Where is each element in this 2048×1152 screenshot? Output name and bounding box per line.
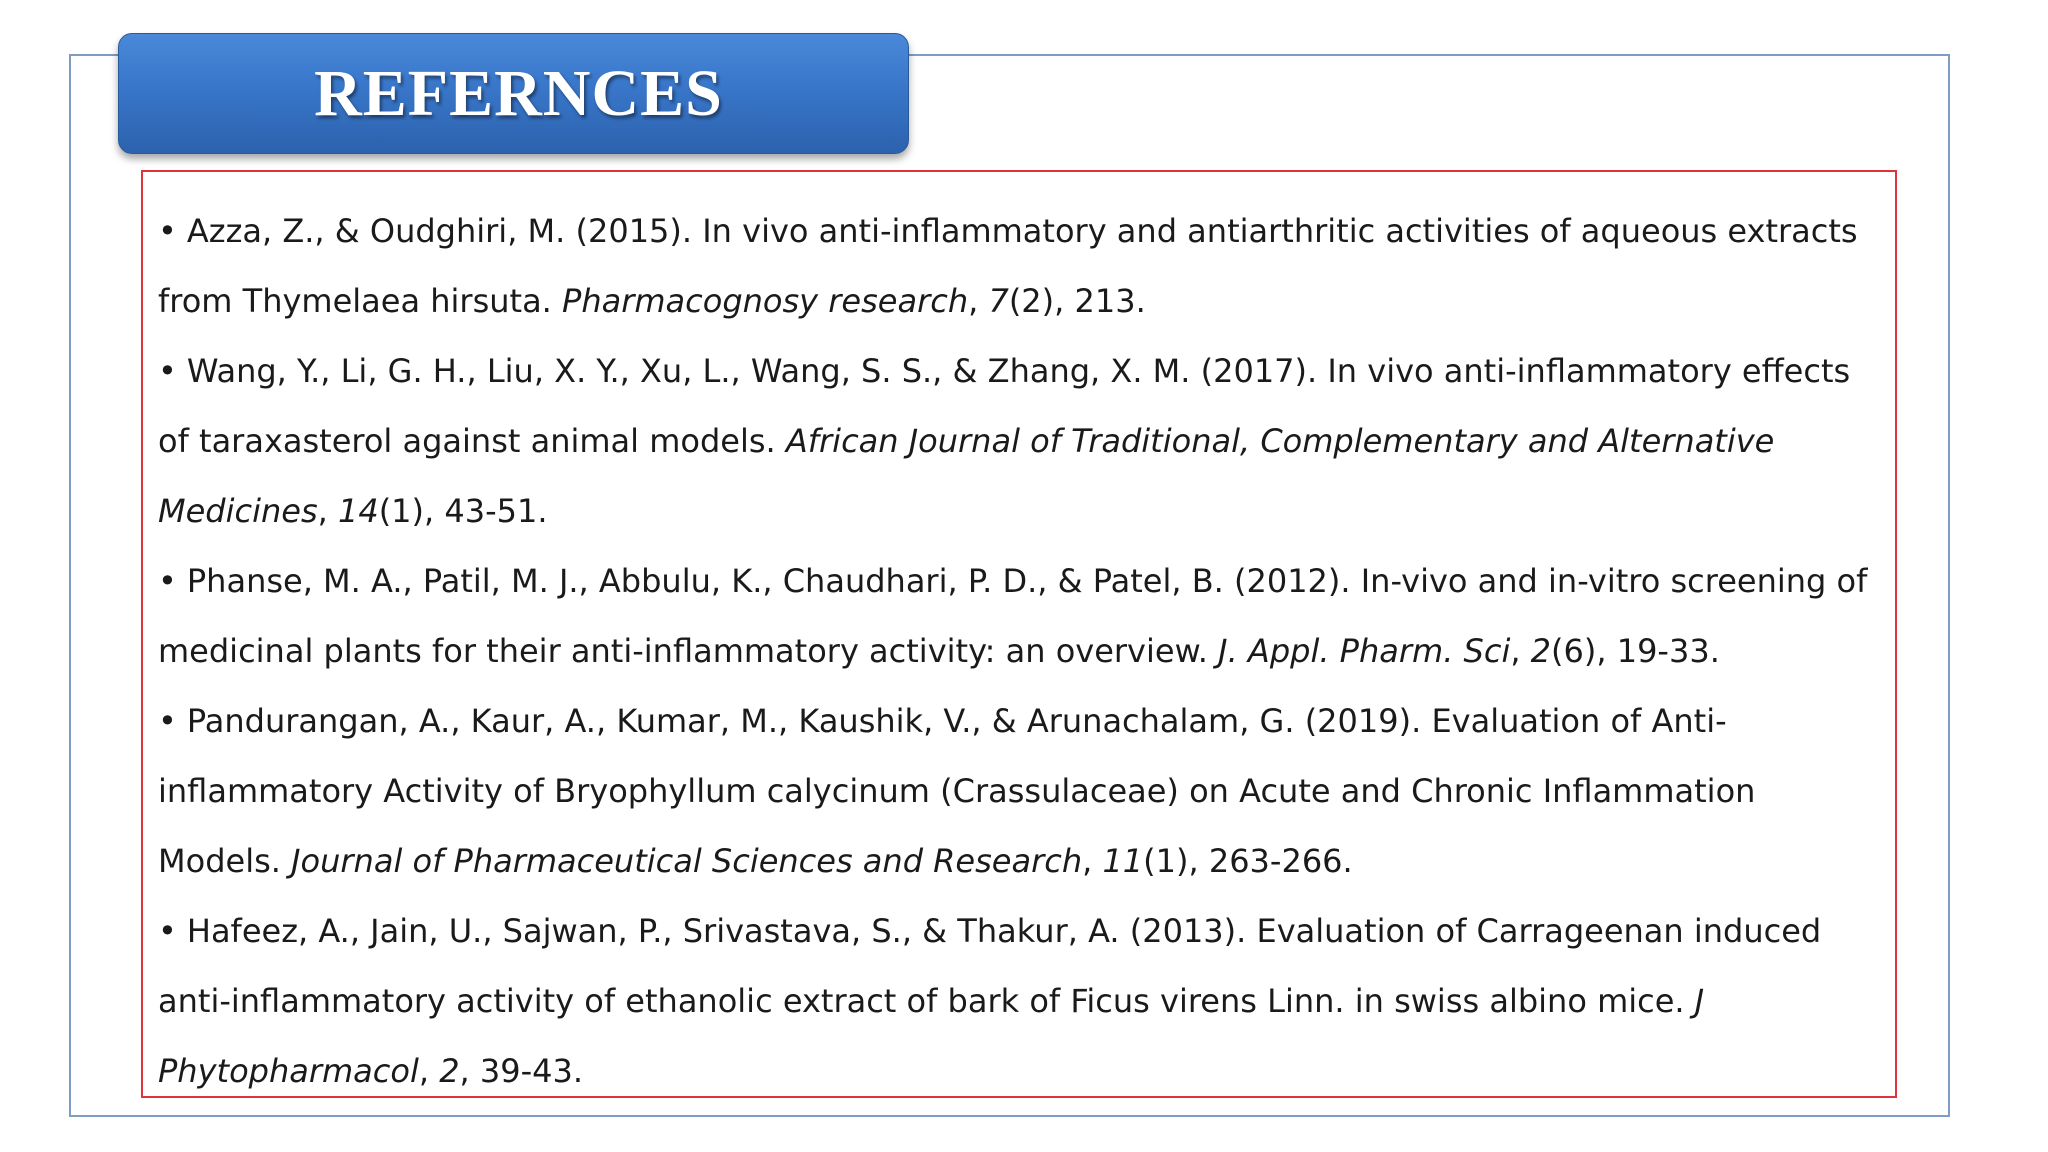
reference-text: Pandurangan, A., Kaur, A., Kumar, M., Kaushik, V., & Arunachalam, G. (2019). Evaluation of Anti-inflammatory Activity of Bryophyllum calycinum (Crassulaceae) on Acute and Chronic Inflammation Models. xyxy=(158,702,1756,880)
reference-volume: 7 xyxy=(988,282,1009,320)
reference-volume: 14 xyxy=(337,492,379,530)
reference-pages: (1), 43-51. xyxy=(378,492,548,530)
reference-item xyxy=(158,896,1885,1106)
reference-text: Wang, Y., Li, G. H., Liu, X. Y., Xu, L., Wang, S. S., & Zhang, X. M. (2017). In vivo anti-inflammatory effects of taraxasterol against animal models. xyxy=(158,352,1851,460)
reference-volume: 2 xyxy=(1530,632,1552,670)
reference-volume: 2 xyxy=(439,1052,460,1090)
reference-text: Hafeez, A., Jain, U., Sajwan, P., Srivastava, S., & Thakur, A. (2013). Evaluation of Carrageenan induced anti-inflammatory activity of ethanolic extract of bark of Ficus virens Linn. in swiss albino mice. xyxy=(158,912,1822,1020)
references-list xyxy=(158,196,1885,1106)
references-box xyxy=(141,170,1897,1098)
reference-pages: (6), 19-33. xyxy=(1551,632,1720,670)
bullet-icon: • xyxy=(158,212,177,250)
reference-journal: Pharmacognosy research xyxy=(562,282,969,320)
reference-separator: , xyxy=(968,282,989,320)
reference-separator: , xyxy=(418,1052,440,1090)
reference-journal: J. Appl. Pharm. Sci xyxy=(1218,632,1511,670)
reference-journal: Journal of Pharmaceutical Sciences and Research xyxy=(291,842,1083,880)
reference-volume: 11 xyxy=(1102,842,1144,880)
reference-journal: African Journal of Traditional, Complementary and Alternative Medicines xyxy=(158,422,1775,530)
reference-item xyxy=(158,546,1885,686)
bullet-icon: • xyxy=(158,352,177,390)
reference-item xyxy=(158,336,1885,546)
reference-separator: , xyxy=(1082,842,1103,880)
reference-separator: , xyxy=(1510,632,1531,670)
title-banner xyxy=(118,33,909,154)
reference-text: Azza, Z., & Oudghiri, M. (2015). In vivo anti-inflammatory and antiarthritic activities of aqueous extracts from Thymelaea hirsuta. xyxy=(158,212,1858,320)
reference-pages: (2), 213. xyxy=(1008,282,1146,320)
reference-separator: , xyxy=(317,492,338,530)
bullet-icon: • xyxy=(158,562,177,600)
page-title: REFERNCES xyxy=(314,56,723,130)
bullet-icon: • xyxy=(158,702,177,740)
reference-item xyxy=(158,686,1885,896)
reference-journal: J Phytopharmacol xyxy=(158,982,1705,1090)
reference-pages: (1), 263-266. xyxy=(1143,842,1353,880)
reference-item xyxy=(158,196,1885,336)
reference-pages: , 39-43. xyxy=(459,1052,584,1090)
bullet-icon: • xyxy=(158,912,177,950)
reference-text: Phanse, M. A., Patil, M. J., Abbulu, K., Chaudhari, P. D., & Patel, B. (2012). In-vivo and in-vitro screening of medicinal plants for their anti-inflammatory activity: an overview. xyxy=(158,562,1868,670)
